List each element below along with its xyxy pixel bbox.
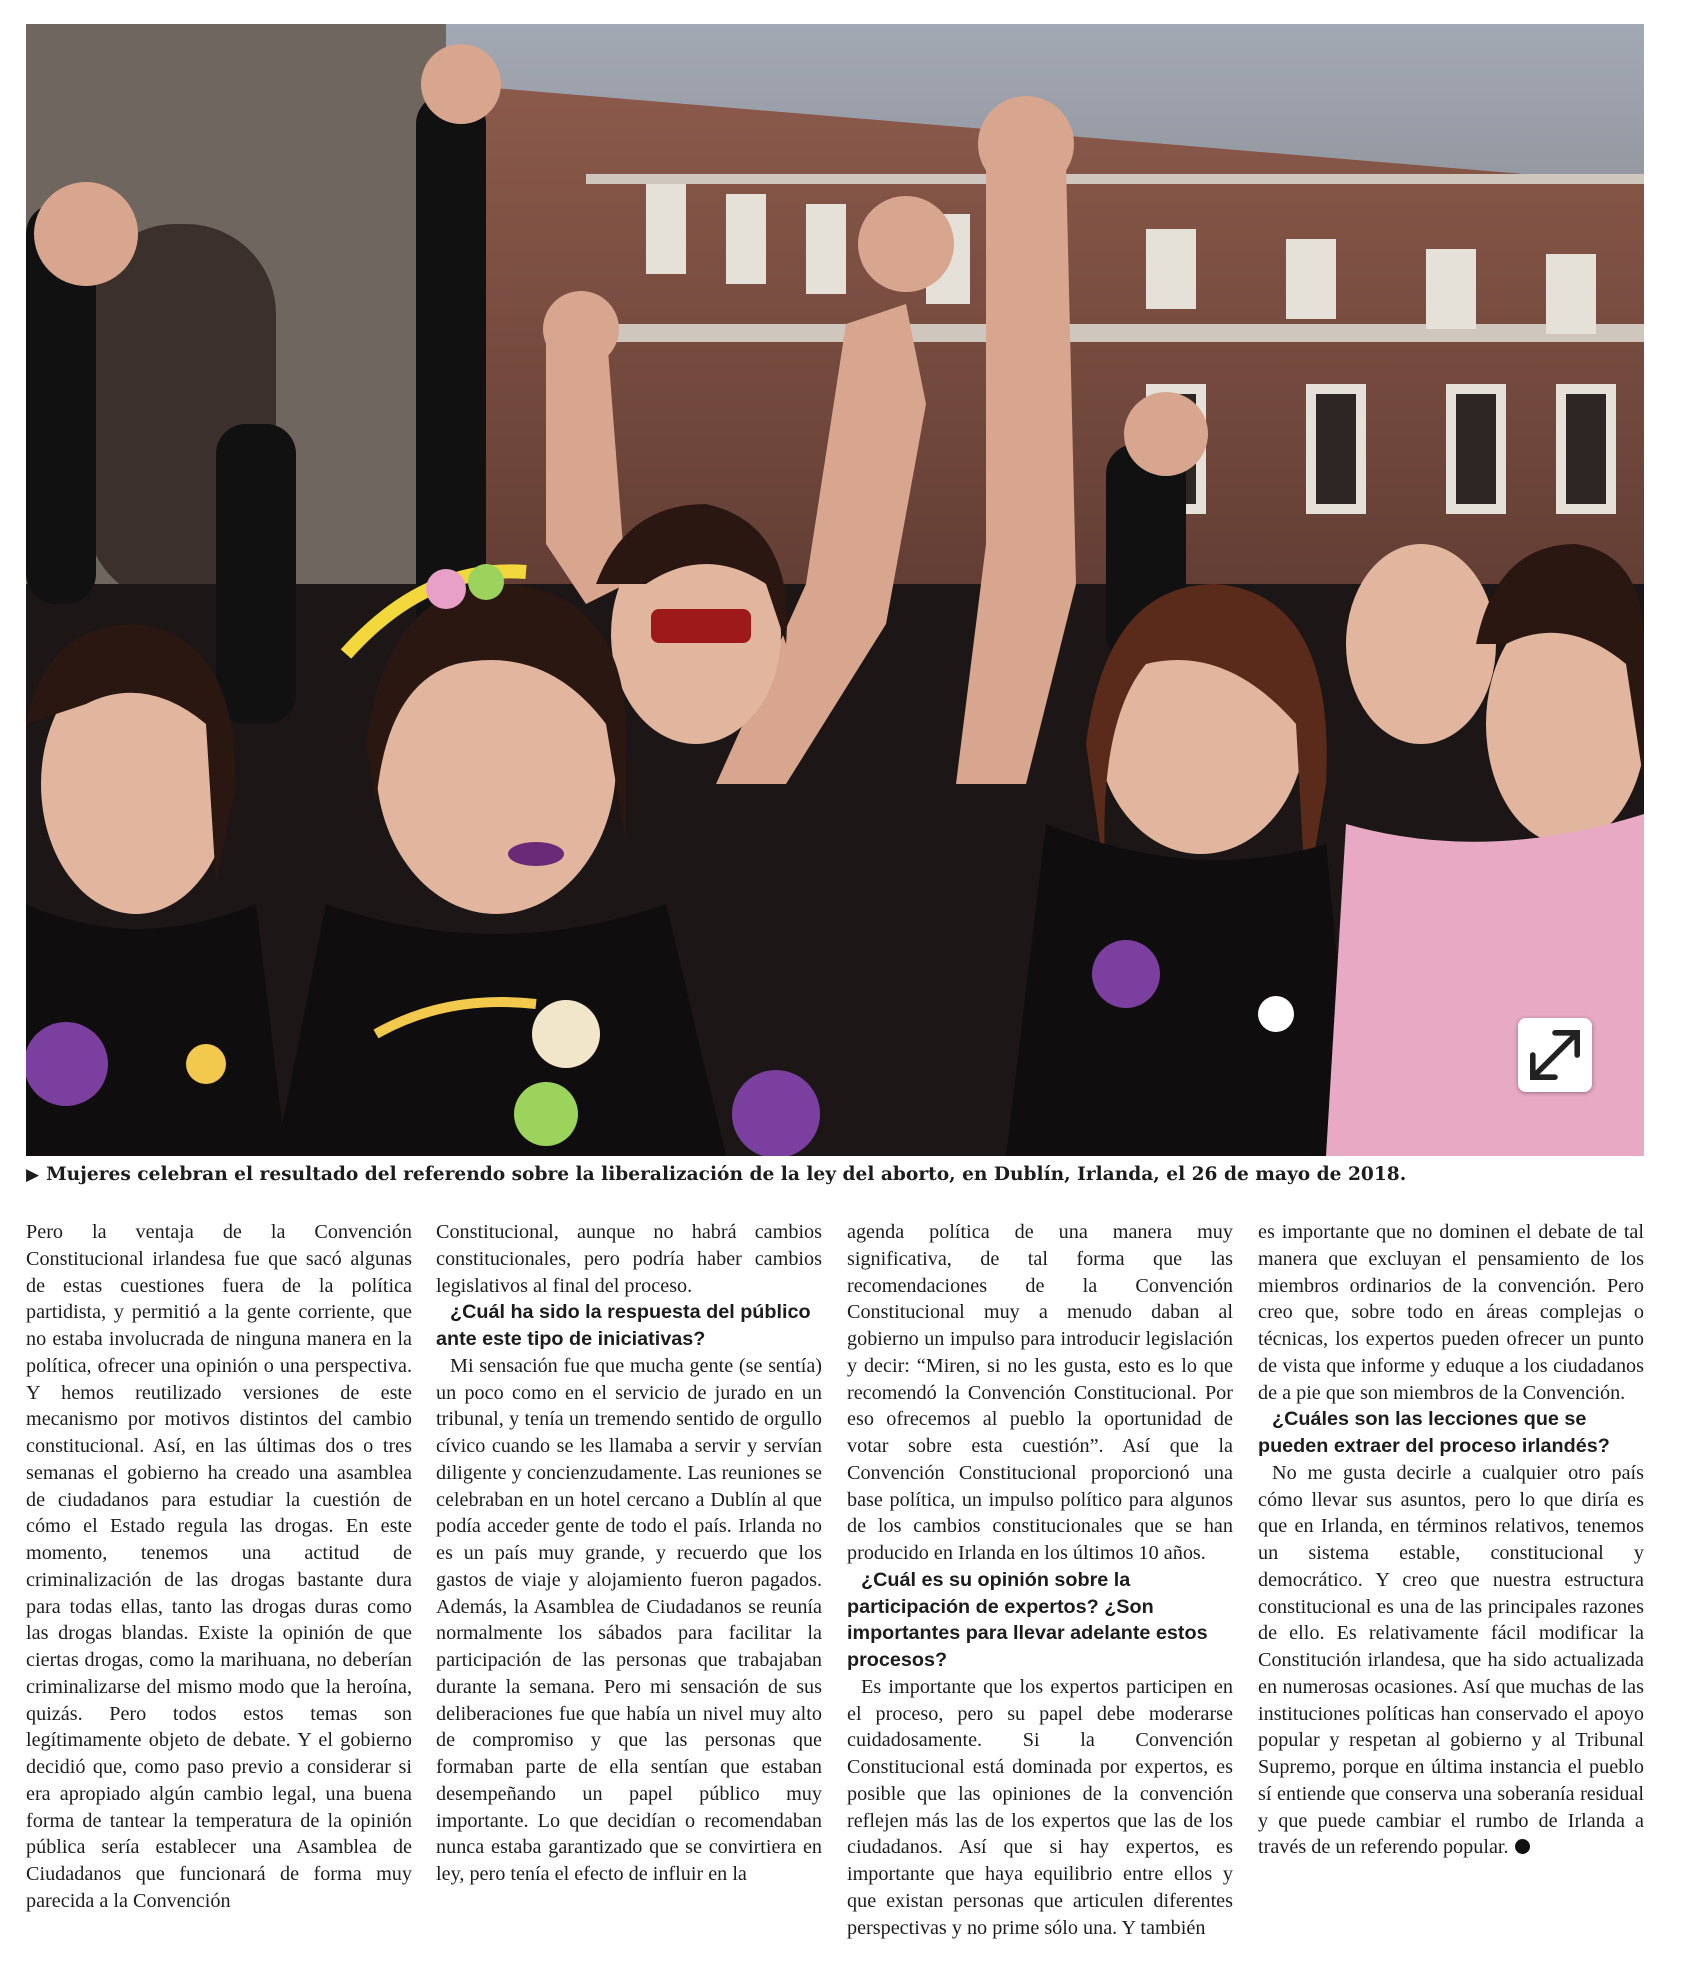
photo-caption (26, 1164, 1644, 1185)
text-column-1 (26, 1219, 412, 1915)
article-photo[interactable] (26, 24, 1644, 1156)
interview-question: ¿Cuáles son las lecciones que se pueden extraer del proceso irlandés? (1258, 1408, 1610, 1457)
expand-photo-button[interactable] (1518, 1018, 1592, 1092)
caption-text: Mujeres celebran el resultado del referendo sobre la liberalización de la ley del aborto, en Dublín, Irlanda, el 26 de mayo de 2018. (46, 1164, 1407, 1185)
paragraph: Constitucional, aunque no habrá cambios constitucionales, pero podría haber cambios legislativos al final del proceso. (436, 1221, 822, 1297)
paragraph: Mi sensación fue que mucha gente (se sentía) un poco como en el servicio de jurado en un tribunal, y tenía un tremendo sentido de orgullo cívico cuando se les llamaba a servir y servían diligente y concienzudamente. Las reuniones se celebraban en un hotel cercano a Dublín al que podía acceder gente de todo el país. Irlanda no es un país muy grande, y recuerdo que los gastos de viaje y alojamiento fueron pagados. Además, la Asamblea de Ciudadanos se reunía normalmente los sábados para facilitar la participación de las personas que trabajaban durante la semana. Pero mi sensación de sus deliberaciones fue que había un nivel muy alto de compromiso y que las personas que formaban parte de ella sentían que estaban desempeñando un papel público muy importante. Lo que decidían o recomendaban nunca estaba garantizado que se convirtiera en ley, pero tenía el efecto de influir en la (436, 1354, 822, 1885)
paragraph: agenda política de una manera muy significativa, de tal forma que las recomendaciones de la Convención Constitucional muy a menudo daban al gobierno un impulso para introducir legislación y decir: “Miren, si no les gusta, esto es lo que recomendó la Convención Constitucional. Por eso ofrecemos al pueblo la oportunidad de votar sobre esta cuestión”. Así que la Convención Constitucional proporcionó una base política, un impulso político para algunos de los cambios constitucionales que se han producido en Irlanda en los últimos 10 años. (847, 1221, 1233, 1564)
caption-marker-icon: ▶ (26, 1165, 40, 1185)
interview-question: ¿Cuál ha sido la respuesta del público ante este tipo de iniciativas? (436, 1301, 811, 1350)
paragraph: Pero la ventaja de la Convención Constitucional irlandesa fue que sacó algunas de estas cuestiones fuera de la política partidista, y permitió a la gente corriente, que no estaba involucrada de ninguna manera en la política, ofrecer una opinión o una perspectiva. Y hemos reutilizado versiones de este mecanismo por motivos distintos del cambio constitucional. Así, en las últimas dos o tres semanas el gobierno ha creado una asamblea de ciudadanos para estudiar la cuestión de cómo el Estado regula las drogas. En este momento, tenemos una actitud de criminalización de las drogas bastante dura para todas ellas, tanto las drogas duras como las drogas blandas. Existe la opinión de que ciertas drogas, como la marihuana, no deberían criminalizarse del mismo modo que la heroína, quizás. Pero todos estos temas son legítimamente objeto de debate. Y el gobierno decidió que, como paso previo a considerar si era apropiado algún cambio legal, una buena forma de tantear la temperatura de la opinión pública sería establecer una Asamblea de Ciudadanos que funcionará de forma muy parecida a la Convención (26, 1221, 412, 1912)
interview-question: ¿Cuál es su opinión sobre la participación de expertos? ¿Son importantes para llevar adelante estos procesos? (847, 1568, 1208, 1671)
text-column-3 (847, 1219, 1233, 1941)
paragraph: Es importante que los expertos participen en el proceso, pero su papel debe moderarse cuidadosamente. Si la Convención Constitucional está dominada por expertos, es posible que las opiniones de la convención reflejen más las de los expertos que las de los ciudadanos. Así que si hay expertos, es importante que haya equilibrio entre ellos y que existan personas que articulen diferentes perspectivas y no prime sólo una. Y también (847, 1675, 1233, 1939)
text-column-2 (436, 1219, 822, 1888)
closing-paragraph (1258, 1460, 1644, 1861)
end-of-article-icon (1515, 1839, 1530, 1854)
paragraph-text: No me gusta decirle a cualquier otro país cómo llevar sus asuntos, pero lo que diría es que en Irlanda, en términos relativos, tenemos un sistema estable, constitucional y democrático. Y creo que nuestra estructura constitucional es una de las principales razones de ello. Es relativamente fácil modificar la Constitución irlandesa, que ha sido actualizada en numerosas ocasiones. Así que muchas de las instituciones políticas han conservado el apoyo popular y respetan al gobierno y al Tribunal Supremo, porque en última instancia el pueblo sí entiende que conserva una soberanía residual y que puede cambiar el rumbo de Irlanda a través de un referendo popular. (1258, 1461, 1644, 1859)
expand-arrows-icon (1518, 1018, 1592, 1092)
paragraph: es importante que no dominen el debate de tal manera que excluyan el pensamiento de los miembros ordinarios de la convención. Pero creo que, sobre todo en áreas complejas o técnicas, los expertos pueden ofrecer un punto de vista que informe y eduque a los ciudadanos de a pie que son miembros de la Convención. (1258, 1221, 1644, 1404)
photo-illustration (26, 24, 1644, 1156)
text-column-4 (1258, 1219, 1644, 1861)
